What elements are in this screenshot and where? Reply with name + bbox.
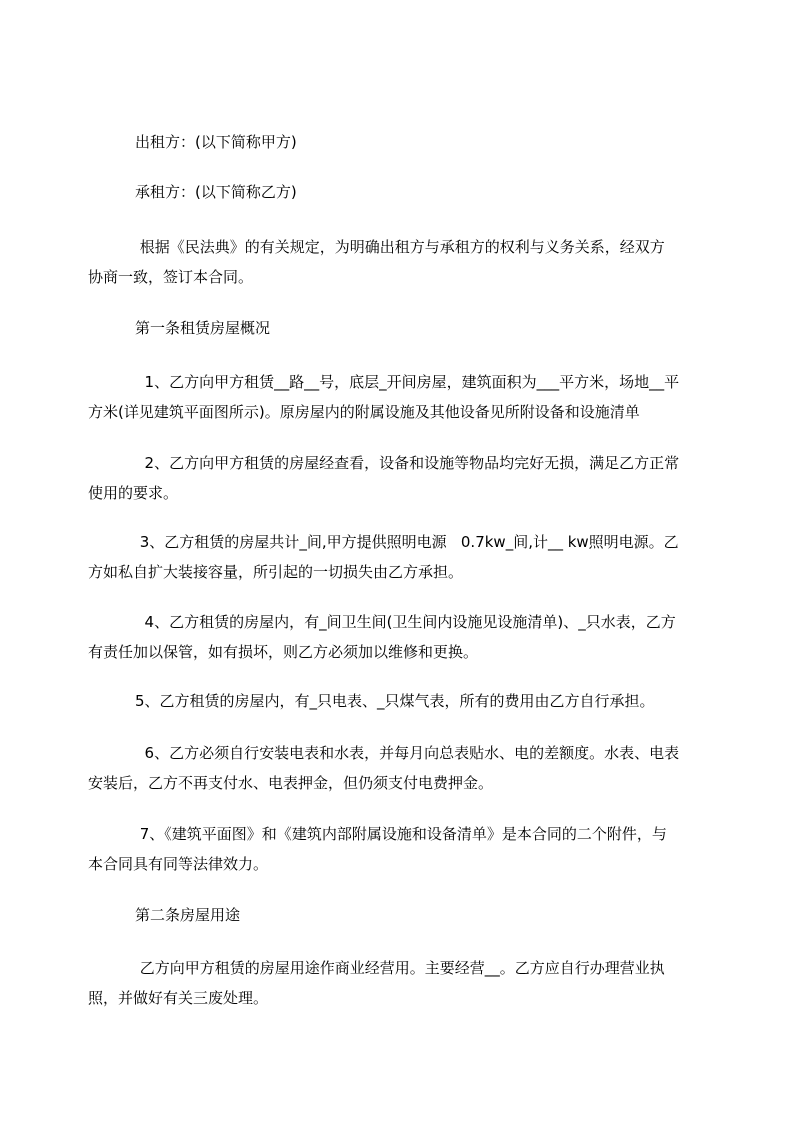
item-1-line-1: 1、乙方向甲方租赁__路__号，底层_开间房屋，建筑面积为___平方米，场地__平 [135,373,680,391]
item-3-line-1: 3、乙方租赁的房屋共计_间,甲方提供照明电源 0.7kw_间,计__ kw照明电源。乙 [135,533,679,551]
intro-line-1: 根据《民法典》的有关规定，为明确出租方与承租方的权利与义务关系，经双方 [135,238,665,256]
item-7-line-2: 本合同具有同等法律效力。 [88,855,269,873]
article-1-item-7 [88,819,710,879]
article-1-item-4 [88,607,710,667]
item-2-line-2: 使用的要求。 [88,484,179,502]
lessee-line: 承租方：(以下简称乙方) [135,183,297,201]
intro-paragraph [88,232,710,292]
lessor-line: 出租方：(以下简称甲方) [135,133,297,151]
article-1-item-6 [88,738,710,798]
article-1-item-5 [135,686,710,716]
item-1-line-2: 方米(详见建筑平面图所示)。原房屋内的附属设施及其他设备见所附设备和设施清单 [88,403,640,421]
item-4-line-1: 4、乙方租赁的房屋内，有_间卫生间(卫生间内设施见设施清单)、_只水表，乙方 [135,613,676,631]
article-2-body [88,953,710,1013]
item-5-line-1: 5、乙方租赁的房屋内，有_只电表、_只煤气表，所有的费用由乙方自行承担。 [135,692,655,710]
article-2-line-1: 乙方向甲方租赁的房屋用途作商业经营用。主要经营__。乙方应自行办理营业执 [135,959,665,977]
article-1-item-2 [88,448,710,508]
intro-line-2: 协商一致，签订本合同。 [88,268,254,286]
article-1-heading: 第一条租赁房屋概况 [135,319,271,337]
item-4-line-2: 有责任加以保管，如有损坏，则乙方必须加以维修和更换。 [88,643,479,661]
item-6-line-1: 6、乙方必须自行安装电表和水表，并每月向总表贴水、电的差额度。水表、电表 [135,744,680,762]
item-3-line-2: 方如私自扩大装接容量，所引起的一切损失由乙方承担。 [88,563,464,581]
article-2-heading: 第二条房屋用途 [135,906,241,924]
item-7-line-1: 7、《建筑平面图》和《建筑内部附属设施和设备清单》是本合同的二个附件，与 [135,825,667,843]
article-1-item-1 [88,367,710,427]
item-2-line-1: 2、乙方向甲方租赁的房屋经查看，设备和设施等物品均完好无损，满足乙方正常 [135,454,680,472]
item-6-line-2: 安装后，乙方不再支付水、电表押金，但仍须支付电费押金。 [88,774,494,792]
article-1-item-3 [88,527,710,587]
article-2-line-2: 照，并做好有关三废处理。 [88,989,269,1007]
